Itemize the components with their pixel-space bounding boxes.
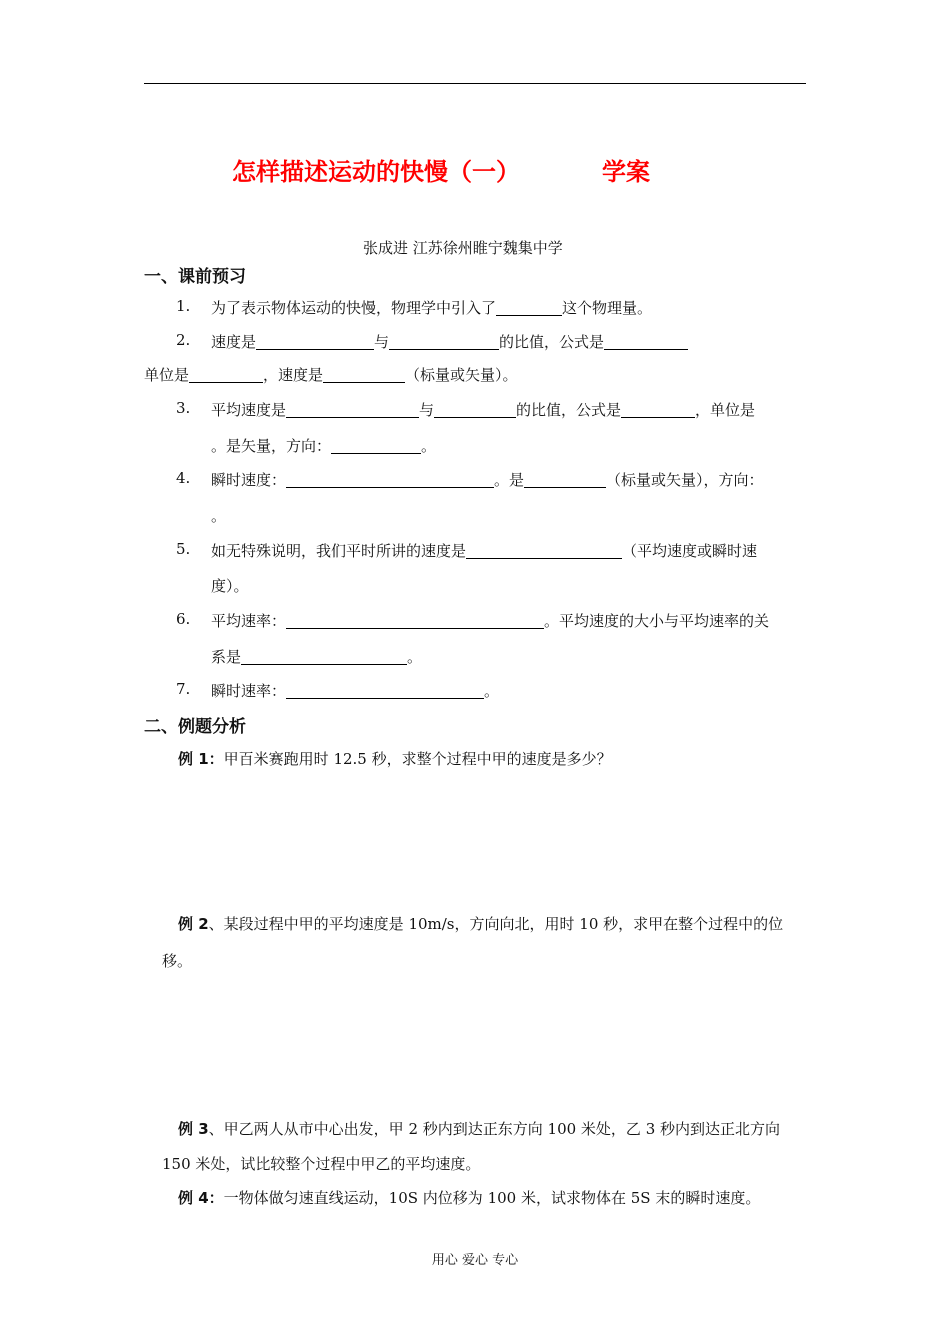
fill-blank[interactable]	[189, 366, 263, 383]
fill-blank[interactable]	[389, 333, 499, 350]
fill-blank[interactable]	[621, 401, 695, 418]
question-line: 速度是 与 的比值，公式是	[211, 331, 688, 352]
fill-blank[interactable]	[466, 542, 622, 559]
example-4: 例 4：一物体做匀速直线运动，10S 内位移为 100 米，试求物体在 5S 末的瞬时速度。	[178, 1189, 761, 1207]
section-heading-preview: 一、课前预习	[144, 267, 246, 287]
item-number: 7.	[176, 680, 191, 698]
example-label: 例 2	[178, 915, 209, 933]
item-number: 4.	[176, 469, 191, 487]
example-2: 例 2、某段过程中甲的平均速度是 10m/s，方向向北，用时 10 秒，求甲在整个过程中的位	[178, 915, 784, 933]
example-3: 例 3、甲乙两人从市中心出发，甲 2 秒内到达正东方向 100 米处，乙 3 秒内到达正北方向	[178, 1120, 781, 1138]
question-line: 单位是 ，速度是 （标量或矢量）。	[144, 366, 518, 384]
question-line: 。	[211, 507, 227, 525]
fill-blank[interactable]	[256, 333, 374, 350]
fill-blank[interactable]	[241, 648, 407, 665]
fill-blank[interactable]	[323, 366, 405, 383]
question-line: 瞬时速度： 。是 （标量或矢量），方向：	[211, 471, 764, 489]
item-number: 6.	[176, 610, 191, 628]
example-label: 例 1：	[178, 750, 224, 768]
example-label: 例 4：	[178, 1189, 224, 1207]
document-title-suffix: 学案	[602, 158, 650, 186]
question-line: 如无特殊说明，我们平时所讲的速度是 （平均速度或瞬时速	[211, 542, 758, 560]
question-line: 度）。	[211, 577, 249, 595]
section-heading-examples: 二、例题分析	[144, 717, 246, 737]
example-3-continuation: 150 米处，试比较整个过程中甲乙的平均速度。	[162, 1155, 481, 1173]
question-line: 平均速率： 。平均速度的大小与平均速率的关	[211, 612, 770, 630]
fill-blank[interactable]	[286, 401, 419, 418]
question-line: 平均速度是 与 的比值，公式是 ，单位是	[211, 401, 756, 419]
example-1: 例 1：甲百米赛跑用时 12.5 秒，求整个过程中甲的速度是多少？	[178, 750, 612, 768]
question-line: 瞬时速率： 。	[211, 682, 500, 700]
question-line: 。是矢量，方向： 。	[211, 437, 437, 455]
question-line: 为了表示物体运动的快慢，物理学中引入了 这个物理量。	[211, 299, 653, 317]
fill-blank[interactable]	[286, 612, 544, 629]
fill-blank[interactable]	[604, 333, 688, 350]
fill-blank[interactable]	[524, 471, 606, 488]
fill-blank[interactable]	[434, 401, 516, 418]
fill-blank[interactable]	[496, 299, 562, 316]
item-number: 3.	[176, 399, 191, 417]
item-number: 5.	[176, 540, 191, 558]
example-2-continuation: 移。	[162, 952, 193, 970]
example-label: 例 3	[178, 1120, 209, 1138]
page-footer: 用心 爱心 专心	[431, 1253, 519, 1268]
question-line: 系是 。	[211, 648, 423, 666]
item-number: 1.	[176, 297, 191, 315]
fill-blank[interactable]	[331, 437, 421, 454]
header-rule	[144, 83, 806, 84]
item-number: 2.	[176, 331, 191, 349]
author-line: 张成进 江苏徐州睢宁魏集中学	[363, 239, 563, 257]
fill-blank[interactable]	[286, 682, 484, 699]
fill-blank[interactable]	[286, 471, 494, 488]
document-title: 怎样描述运动的快慢（一）	[232, 158, 520, 186]
